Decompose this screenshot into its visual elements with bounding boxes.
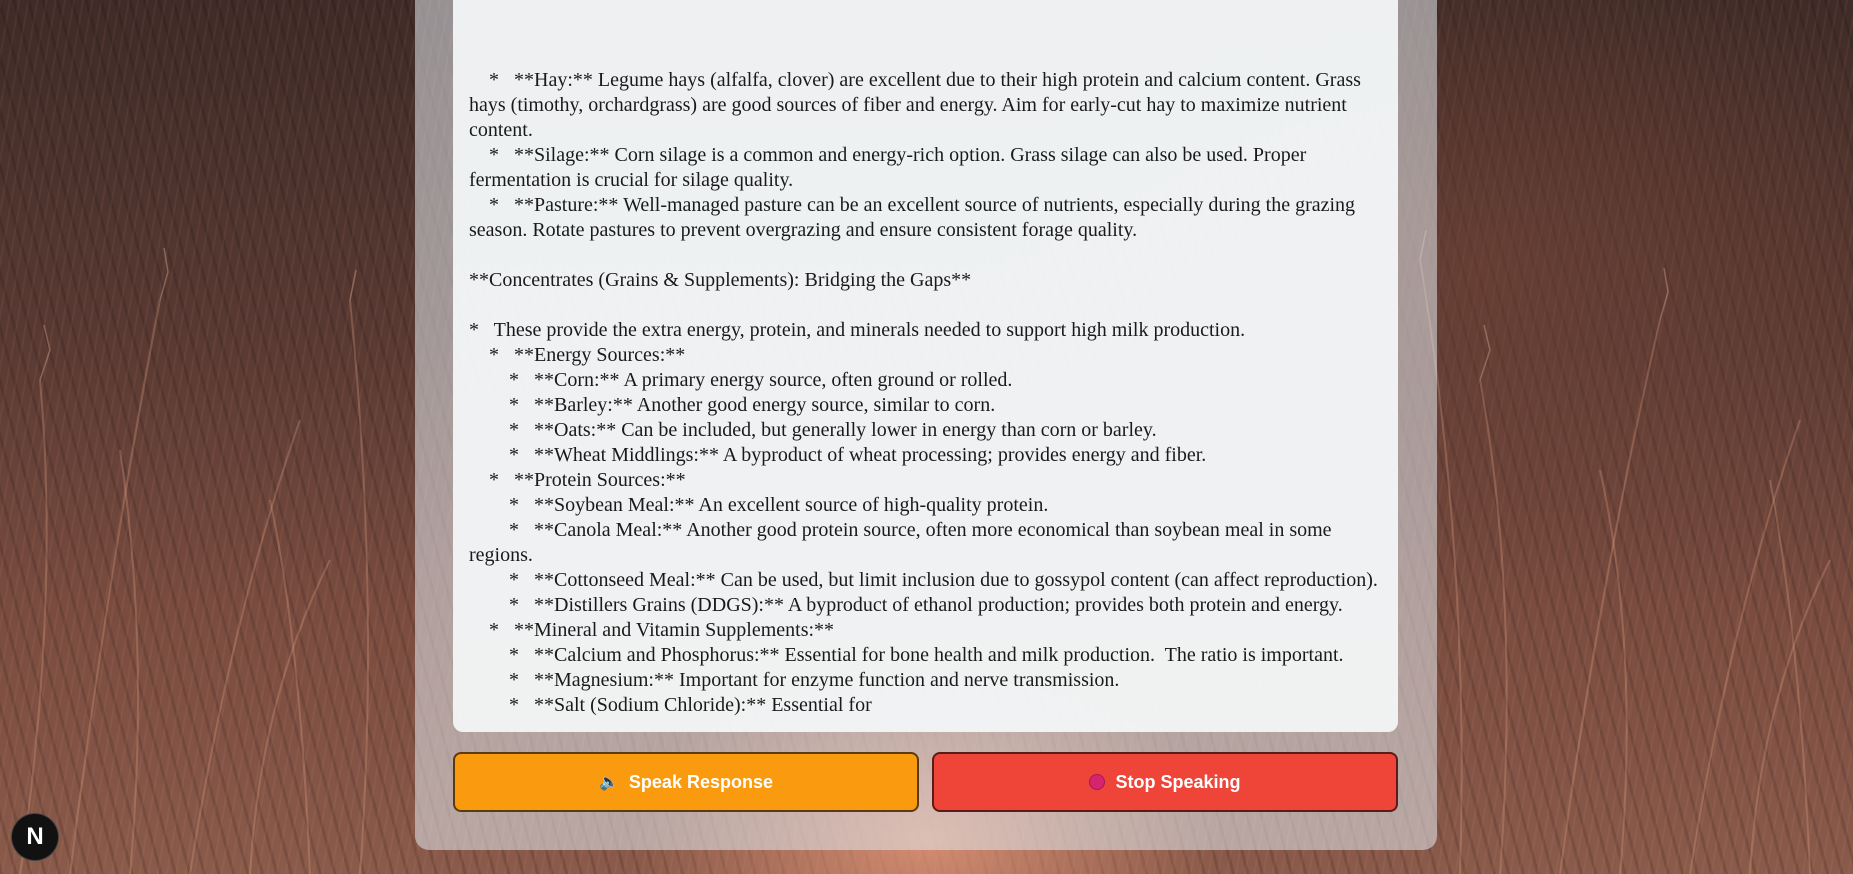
speak-response-label: Speak Response [628,771,773,792]
nextjs-dev-badge[interactable] [12,814,58,860]
stop-speaking-label: Stop Speaking [1115,771,1241,792]
speaker-icon: 🔈 [599,774,619,791]
stop-circle-icon [1089,774,1105,790]
stop-speaking-button[interactable] [932,752,1398,812]
nextjs-logo-icon: N [26,823,44,850]
response-card [453,0,1398,732]
speak-response-button[interactable] [453,752,919,812]
response-text: * **Hay:** Legume hays (alfalfa, clover) are excellent due to their high protein and calcium content. Grass hays (timothy, orchardgrass) are good sources of fiber and energy. Aim for early-cut hay to maximize nutrient content. * **Silage:** Corn silage is a common and energy-rich option. Grass silage can also be used. Proper fermentation is crucial for silage quality. * **Pasture:** Well-managed pasture can be an excellent source of nutrients, especially during the grazing season. Rotate pastures to prevent overgrazing and ensure consistent forage quality. **Concentrates (Grains & Supplements): Bridging the Gaps** * These provide the extra energy, protein, and minerals needed to support high milk production. * **Energy Sources:** * **Corn:** A primary energy source, often ground or rolled. * **Barley:** Another good energy source, similar to corn. * **Oats:** Can be included, but generally lower in energy than corn or barley. * **Wheat Middlings:** A byproduct of wheat processing; provides energy and fiber. * **Protein Sources:** * **Soybean Meal:** An excellent source of high-quality protein. * **Canola Meal:** Another good protein source, often more economical than soybean meal in some regions. * **Cottonseed Meal:** Can be used, but limit inclusion due to gossypol content (can affect reproduction). * **Distillers Grains (DDGS):** A byproduct of ethanol production; provides both protein and energy. * **Mineral and Vitamin Supplements:** * **Calcium and Phosphorus:** Essential for bone health and milk production. The ratio is important. * **Magnesium:** Important for enzyme function and nerve transmission. * **Salt (Sodium Chloride):** Essential for [469,69,1378,716]
